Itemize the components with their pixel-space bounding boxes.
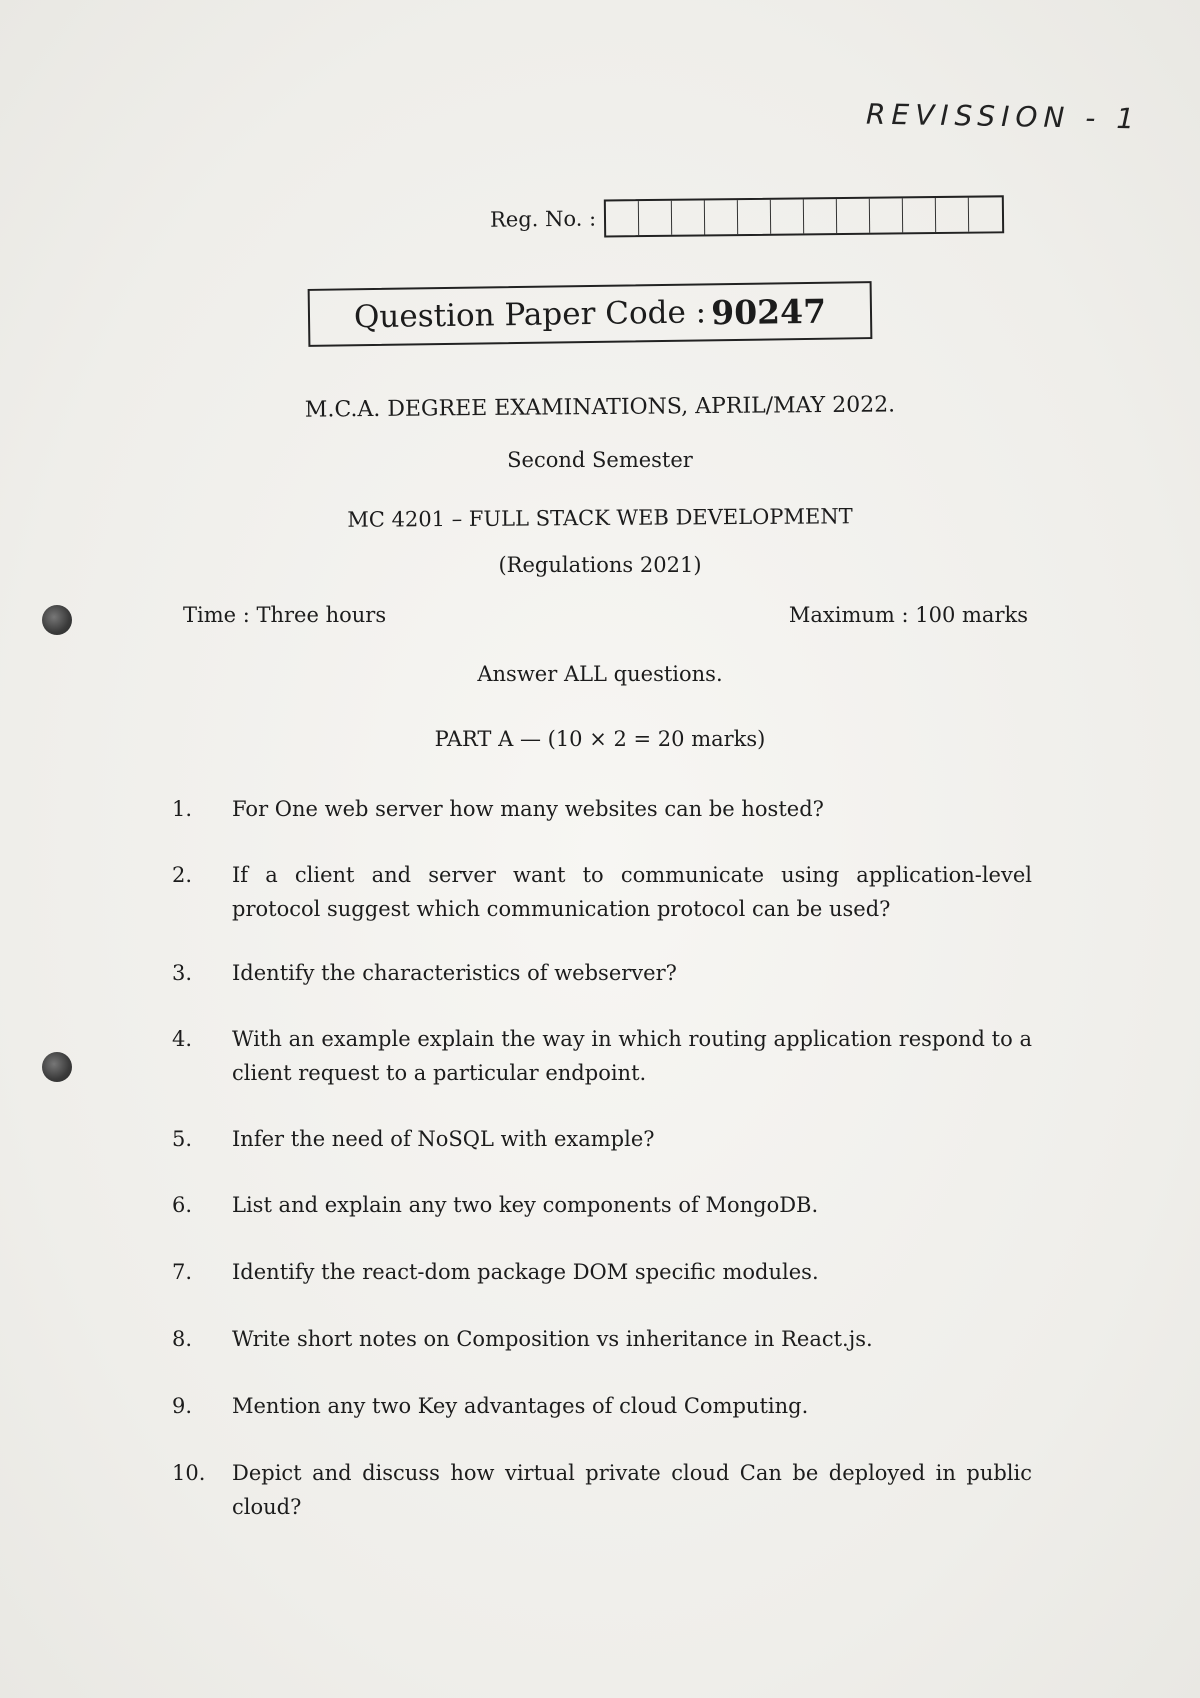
question-item: [172, 1188, 1032, 1222]
reg-no-box: [903, 198, 936, 232]
reg-no-box: [705, 200, 738, 234]
question-number: 2.: [172, 863, 193, 887]
maximum-marks: Maximum : 100 marks: [788, 603, 1028, 627]
question-item: [172, 1456, 1032, 1524]
reg-no-label: Reg. No. :: [489, 206, 597, 232]
question-number: 1.: [172, 797, 193, 821]
question-text: Identify the react-dom package DOM specific modules.: [232, 1260, 819, 1284]
punch-hole: [42, 1052, 72, 1082]
question-paper-code: [308, 281, 873, 347]
question-text: With an example explain the way in which routing application respond to a client request to a particular endpoint.: [232, 1027, 1032, 1085]
question-item: [172, 1255, 1032, 1289]
reg-no-box: [936, 198, 969, 232]
reg-no-box: [771, 199, 804, 233]
question-item: [172, 792, 1032, 826]
question-paper-code-value: 90247: [710, 291, 827, 332]
time-marks-row: [183, 603, 1028, 627]
question-number: 4.: [172, 1027, 193, 1051]
handwritten-note: REVISSION - 1: [865, 97, 1141, 136]
question-text: Mention any two Key advantages of cloud Computing.: [232, 1394, 809, 1418]
question-item: [172, 1122, 1032, 1156]
question-item: [172, 1022, 1032, 1090]
question-text: For One web server how many websites can be hosted?: [232, 797, 824, 821]
question-item: [172, 1389, 1032, 1423]
question-number: 8.: [172, 1327, 193, 1351]
reg-no-boxes: [604, 195, 1004, 237]
question-item: [172, 956, 1032, 990]
punch-hole: [42, 605, 72, 635]
reg-no-box: [804, 199, 837, 233]
question-text: Infer the need of NoSQL with example?: [232, 1127, 655, 1151]
subject-title: MC 4201 – FULL STACK WEB DEVELOPMENT: [347, 504, 853, 532]
semester: Second Semester: [507, 448, 693, 472]
question-item: [172, 1322, 1032, 1356]
reg-no-box: [639, 201, 672, 235]
question-text: Identify the characteristics of webserver?: [232, 961, 677, 985]
reg-no-box: [606, 201, 639, 235]
reg-no-box: [870, 198, 903, 232]
instructions: Answer ALL questions.: [477, 662, 723, 686]
question-number: 7.: [172, 1260, 193, 1284]
reg-no-box: [738, 200, 771, 234]
question-text: Write short notes on Composition vs inheritance in React.js.: [232, 1327, 873, 1351]
reg-no-box: [969, 197, 1002, 231]
question-number: 9.: [172, 1394, 193, 1418]
regulations: (Regulations 2021): [498, 553, 702, 577]
question-paper-code-label: Question Paper Code :: [353, 294, 707, 336]
question-text: Depict and discuss how virtual private cloud Can be deployed in public cloud?: [232, 1461, 1032, 1519]
question-item: [172, 858, 1032, 926]
question-number: 3.: [172, 961, 193, 985]
question-text: List and explain any two key components of MongoDB.: [232, 1193, 819, 1217]
exam-title: M.C.A. DEGREE EXAMINATIONS, APRIL/MAY 2022.: [304, 392, 896, 423]
question-number: 6.: [172, 1193, 193, 1217]
question-text: If a client and server want to communicate using application-level protocol suggest which communication protocol can be used?: [232, 863, 1032, 921]
question-number: 10.: [172, 1461, 206, 1485]
time-allowed: Time : Three hours: [183, 603, 387, 627]
reg-no-box: [672, 200, 705, 234]
reg-no: [490, 195, 1004, 238]
part-a-header: PART A — (10 × 2 = 20 marks): [434, 727, 766, 751]
reg-no-box: [837, 199, 870, 233]
question-number: 5.: [172, 1127, 193, 1151]
